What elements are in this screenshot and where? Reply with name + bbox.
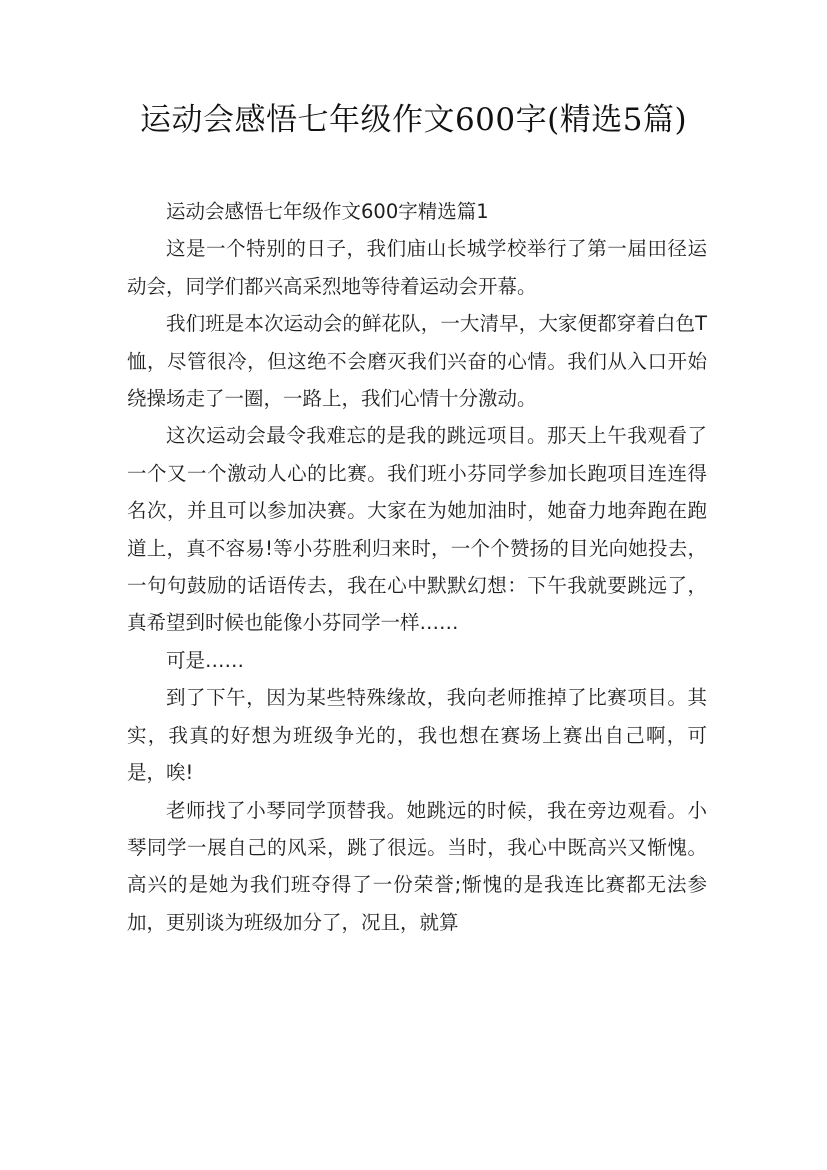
paragraph: 可是…… xyxy=(166,648,245,672)
document-body xyxy=(127,193,707,941)
paragraph: 到了下午，因为某些特殊缘故，我向老师推掉了比赛项目。其实，我真的好想为班级争光的，我也想在赛场上赛出自己啊，可是，唉! xyxy=(127,686,707,785)
document-title: 运动会感悟七年级作文600字(精选5篇) xyxy=(139,102,688,138)
paragraph: 我们班是本次运动会的鲜花队，一大清早，大家便都穿着白色T恤，尽管很冷，但这绝不会磨灭我们兴奋的心情。我们从入口开始绕操场走了一圈，一路上，我们心情十分激动。 xyxy=(127,312,707,411)
paragraph: 老师找了小琴同学顶替我。她跳远的时候，我在旁边观看。小琴同学一展自己的风采，跳了很远。当时，我心中既高兴又惭愧。高兴的是她为我们班夺得了一份荣誉;惭愧的是我连比赛都无法参加，更别谈为班级加分了，况且，就算 xyxy=(127,798,707,934)
section-heading: 运动会感悟七年级作文600字精选篇1 xyxy=(166,200,489,223)
paragraph: 这是一个特别的日子，我们庙山长城学校举行了第一届田径运动会，同学们都兴高采烈地等待着运动会开幕。 xyxy=(127,237,707,298)
paragraph: 这次运动会最令我难忘的是我的跳远项目。那天上午我观看了一个又一个激动人心的比赛。我们班小芬同学参加长跑项目连连得名次，并且可以参加决赛。大家在为她加油时，她奋力地奔跑在跑道上，真不容易!等小芬胜利归来时，一个个赞扬的目光向她投去，一句句鼓励的话语传去，我在心中默默幻想：下午我就要跳远了，真希望到时候也能像小芬同学一样…… xyxy=(127,424,707,635)
